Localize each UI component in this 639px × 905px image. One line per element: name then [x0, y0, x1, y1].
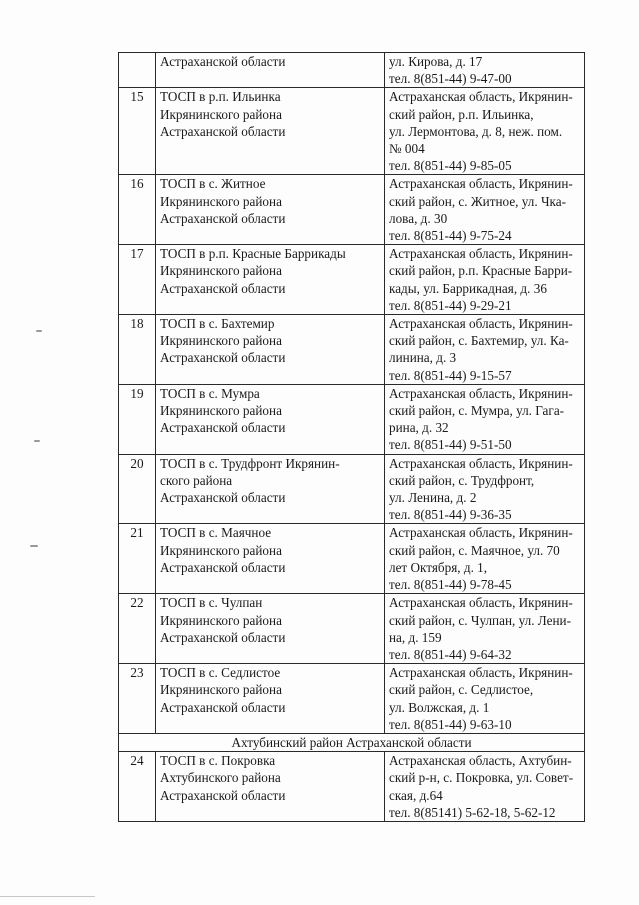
table-row [119, 524, 585, 594]
office-name-cell [156, 245, 385, 315]
office-name-cell [156, 53, 385, 88]
address-line: кады, ул. Баррикадная, д. 36 [389, 280, 547, 296]
address-line: ский район, с. Житное, ул. Чка- [389, 193, 566, 209]
address-line: Астраханская область, Икрянин- [389, 595, 573, 611]
row-number-cell: 24 [119, 752, 156, 822]
office-name-cell [156, 315, 385, 385]
table-row [119, 454, 585, 524]
office-name-line: Икрянинского района [160, 403, 282, 419]
office-name-line: Астраханской области [160, 210, 286, 226]
table-row [119, 752, 585, 822]
row-number-cell: 15 [119, 88, 156, 175]
table-row [119, 664, 585, 734]
office-name-line: Астраханской области [160, 787, 286, 803]
office-name-line: ТОСП в р.п. Красные Баррикады [160, 246, 346, 262]
row-number-cell: 19 [119, 384, 156, 454]
office-name-line: ТОСП в с. Маячное [160, 525, 272, 541]
address-line: ский район, с. Чулпан, ул. Лени- [389, 612, 571, 628]
row-number-cell: 17 [119, 245, 156, 315]
address-line: ский район, р.п. Красные Барри- [389, 263, 573, 279]
office-name-line: Икрянинского района [160, 612, 282, 628]
office-name-line: Астраханской области [160, 629, 286, 645]
address-line: ский район, с. Трудфронт, [389, 472, 535, 488]
table-row [119, 53, 585, 88]
office-name-cell [156, 454, 385, 524]
address-line: ул. Волжская, д. 1 [389, 699, 490, 715]
address-line: Астраханская область, Икрянин- [389, 665, 573, 681]
address-line: ский район, с. Седлистое, [389, 682, 534, 698]
phone-line: тел. 8(851-44) 9-78-45 [389, 577, 512, 593]
office-name-line: Астраханской области [160, 123, 286, 139]
row-number-cell: 21 [119, 524, 156, 594]
office-address-cell [385, 664, 585, 734]
office-name-line: Икрянинского района [160, 333, 282, 349]
phone-line: тел. 8(85141) 5-62-18, 5-62-12 [389, 804, 556, 820]
address-line: линина, д. 3 [389, 350, 457, 366]
office-address-cell [385, 175, 585, 245]
address-line: ский район, с. Маячное, ул. 70 [389, 542, 560, 558]
office-name-line: Икрянинского района [160, 106, 282, 122]
office-name-line: Икрянинского района [160, 263, 282, 279]
address-line: Астраханская область, Икрянин- [389, 246, 573, 262]
table-row [119, 175, 585, 245]
address-line: ул. Кирова, д. 17 [389, 54, 483, 69]
phone-line: тел. 8(851-44) 9-47-00 [389, 71, 512, 87]
phone-line: тел. 8(851-44) 9-64-32 [389, 646, 512, 662]
office-name-line: ТОСП в с. Седлистое [160, 665, 281, 681]
office-address-cell [385, 245, 585, 315]
table-row [119, 88, 585, 175]
row-number-cell: 23 [119, 664, 156, 734]
office-address-cell [385, 752, 585, 822]
address-line: Астраханская область, Икрянин- [389, 316, 573, 332]
office-name-line: Астраханской области [160, 280, 286, 296]
office-name-line: Астраханской области [160, 54, 286, 69]
address-line: ская, д.64 [389, 787, 443, 803]
address-line: Астраханская область, Икрянин- [389, 385, 573, 401]
phone-line: тел. 8(851-44) 9-85-05 [389, 158, 512, 174]
address-line: ский р-н, с. Покровка, ул. Совет- [389, 770, 574, 786]
office-name-cell [156, 88, 385, 175]
office-address-cell [385, 88, 585, 175]
address-line: № 004 [389, 141, 425, 157]
address-line: ул. Ленина, д. 2 [389, 490, 477, 506]
phone-line: тел. 8(851-44) 9-51-50 [389, 437, 512, 453]
office-name-line: Астраханской области [160, 699, 286, 715]
address-line: ский район, р.п. Ильинка, [389, 106, 534, 122]
office-address-cell [385, 53, 585, 88]
office-name-cell [156, 594, 385, 664]
section-row [119, 733, 585, 751]
row-number-cell: 16 [119, 175, 156, 245]
office-name-line: Икрянинского района [160, 682, 282, 698]
office-address-cell [385, 524, 585, 594]
offices-table [118, 52, 585, 822]
office-name-line: Икрянинского района [160, 542, 282, 558]
office-name-cell [156, 752, 385, 822]
office-name-line: ТОСП в р.п. Ильинка [160, 89, 281, 105]
scan-artifact [34, 440, 40, 442]
phone-line: тел. 8(851-44) 9-15-57 [389, 367, 512, 383]
office-address-cell [385, 454, 585, 524]
table-row [119, 245, 585, 315]
office-name-line: ТОСП в с. Чулпан [160, 595, 263, 611]
row-number-cell [119, 53, 156, 88]
office-name-line: Ахтубинского района [160, 770, 281, 786]
office-name-line: Астраханской области [160, 350, 286, 366]
office-name-cell [156, 175, 385, 245]
office-name-line: ТОСП в с. Мумра [160, 385, 260, 401]
address-line: ул. Лермонтова, д. 8, неж. пом. [389, 123, 563, 139]
office-address-cell [385, 384, 585, 454]
office-name-line: Икрянинского района [160, 193, 282, 209]
phone-line: тел. 8(851-44) 9-36-35 [389, 507, 512, 523]
office-name-line: ТОСП в с. Покровка [160, 753, 276, 769]
address-line: Астраханская область, Икрянин- [389, 176, 573, 192]
address-line: ский район, с. Мумра, ул. Гага- [389, 403, 565, 419]
address-line: Астраханская область, Икрянин- [389, 455, 573, 471]
address-line: Астраханская область, Икрянин- [389, 89, 573, 105]
office-name-line: Астраханской области [160, 420, 286, 436]
office-name-line: Астраханской области [160, 490, 286, 506]
scan-artifact [36, 330, 42, 332]
office-name-cell [156, 524, 385, 594]
office-name-line: ТОСП в с. Житное [160, 176, 266, 192]
office-name-line: Астраханской области [160, 559, 286, 575]
table-row [119, 384, 585, 454]
row-number-cell: 18 [119, 315, 156, 385]
district-section-title: Ахтубинский район Астраханской области [119, 733, 585, 751]
row-number-cell: 22 [119, 594, 156, 664]
office-name-line: ского района [160, 472, 233, 488]
phone-line: тел. 8(851-44) 9-75-24 [389, 228, 512, 244]
phone-line: тел. 8(851-44) 9-29-21 [389, 297, 512, 313]
table-row [119, 594, 585, 664]
office-address-cell [385, 315, 585, 385]
address-line: Астраханская область, Ахтубин- [389, 753, 572, 769]
office-name-cell [156, 664, 385, 734]
scan-artifact [30, 545, 38, 547]
address-line: рина, д. 32 [389, 420, 449, 436]
office-name-line: ТОСП в с. Бахтемир [160, 316, 275, 332]
address-line: на, д. 159 [389, 629, 442, 645]
office-name-cell [156, 384, 385, 454]
office-name-line: ТОСП в с. Трудфронт Икрянин- [160, 455, 340, 471]
page-edge-line [0, 896, 95, 897]
phone-line: тел. 8(851-44) 9-63-10 [389, 716, 512, 732]
table-row [119, 315, 585, 385]
address-line: лова, д. 30 [389, 210, 448, 226]
address-line: ский район, с. Бахтемир, ул. Ка- [389, 333, 569, 349]
office-address-cell [385, 594, 585, 664]
address-line: лет Октября, д. 1, [389, 559, 488, 575]
row-number-cell: 20 [119, 454, 156, 524]
address-line: Астраханская область, Икрянин- [389, 525, 573, 541]
